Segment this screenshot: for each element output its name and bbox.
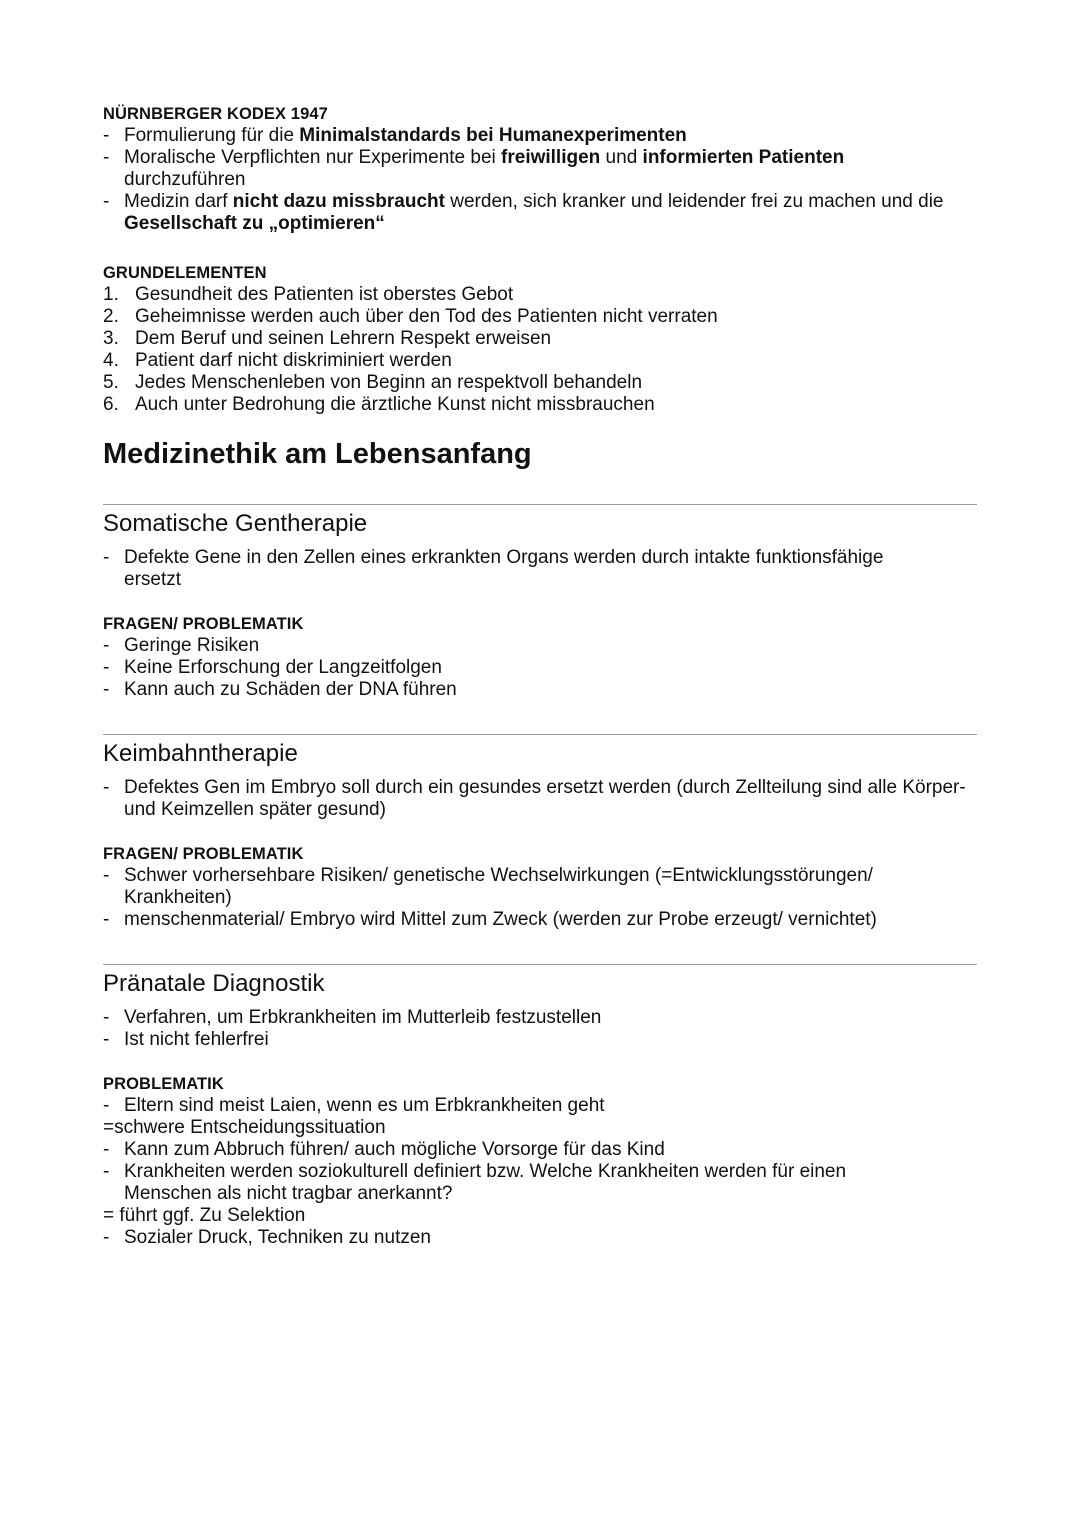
- section-divider: [103, 734, 977, 735]
- list-item: - Schwer vorhersehbare Risiken/ genetische Wechselwirkungen (=Entwicklungsstörungen/ Krankheiten): [103, 865, 873, 908]
- numbered-item: 6. Auch unter Bedrohung die ärztliche Kunst nicht missbrauchen: [103, 394, 655, 415]
- somatisch-section: [103, 509, 977, 591]
- nuernberg-title: NÜRNBERGER KODEX 1947: [103, 105, 328, 123]
- note-line: = führt ggf. Zu Selektion: [103, 1205, 306, 1226]
- section-divider: [103, 504, 977, 505]
- list-item: - Kann zum Abbruch führen/ auch mögliche Vorsorge für das Kind: [103, 1139, 665, 1160]
- list-item: - Geringe Risiken: [103, 635, 260, 656]
- numbered-item: 2. Geheimnisse werden auch über den Tod des Patienten nicht verraten: [103, 306, 718, 327]
- nuernberg-item: - Moralische Verpflichten nur Experimente bei freiwilligen und informierten Patienten durchzuführen: [103, 147, 845, 190]
- list-item: - Sozialer Druck, Techniken zu nutzen: [103, 1227, 431, 1248]
- somatisch-heading: Somatische Gentherapie: [103, 510, 368, 537]
- numbered-item: 4. Patient darf nicht diskriminiert werden: [103, 350, 452, 371]
- problem-label: PROBLEMATIK: [103, 1075, 224, 1093]
- nuernberg-item: - Medizin darf nicht dazu missbraucht werden, sich kranker und leidender frei zu machen und die Gesellschaft zu „optimieren“: [103, 191, 944, 234]
- problem-label: FRAGEN/ PROBLEMATIK: [103, 615, 304, 633]
- grundelemente-title: GRUNDELEMENTEN: [103, 264, 267, 282]
- keimbahn-heading: Keimbahntherapie: [103, 740, 298, 767]
- list-item: - Eltern sind meist Laien, wenn es um Erbkrankheiten geht: [103, 1095, 605, 1116]
- note-line: =schwere Entscheidungssituation: [103, 1117, 386, 1138]
- list-item: - Verfahren, um Erbkrankheiten im Mutterleib festzustellen: [103, 1007, 602, 1028]
- section-divider: [103, 964, 977, 965]
- list-item: - Kann auch zu Schäden der DNA führen: [103, 679, 457, 700]
- praenatal-heading: Pränatale Diagnostik: [103, 970, 325, 997]
- list-item: - menschenmaterial/ Embryo wird Mittel zum Zweck (werden zur Probe erzeugt/ vernichtet): [103, 909, 877, 930]
- keimbahn-section: [103, 739, 977, 821]
- numbered-item: 3. Dem Beruf und seinen Lehrern Respekt erweisen: [103, 328, 552, 349]
- somatisch-problems: [103, 614, 977, 701]
- list-item: - Krankheiten werden soziokulturell definiert bzw. Welche Krankheiten werden für einen Menschen als nicht tragbar anerkannt?: [103, 1161, 847, 1204]
- list-item: - Keine Erforschung der Langzeitfolgen: [103, 657, 442, 678]
- praenatal-section: [103, 969, 977, 1051]
- problem-label: FRAGEN/ PROBLEMATIK: [103, 845, 304, 863]
- list-item: - Defektes Gen im Embryo soll durch ein gesundes ersetzt werden (durch Zellteilung sind alle Körper- und Keimzellen später gesund): [103, 777, 966, 820]
- list-item: - Ist nicht fehlerfrei: [103, 1029, 269, 1050]
- numbered-item: 1. Gesundheit des Patienten ist oberstes Gebot: [103, 284, 514, 305]
- grundelemente-section: [103, 263, 977, 416]
- main-heading: Medizinethik am Lebensanfang: [103, 438, 532, 470]
- nuernberg-section: [103, 104, 977, 235]
- nuernberg-item: - Formulierung für die Minimalstandards bei Humanexperimenten: [103, 125, 687, 146]
- list-item: - Defekte Gene in den Zellen eines erkrankten Organs werden durch intakte funktionsfähige ersetzt: [103, 547, 884, 590]
- praenatal-problems: [103, 1074, 977, 1249]
- keimbahn-problems: [103, 844, 977, 931]
- numbered-item: 5. Jedes Menschenleben von Beginn an respektvoll behandeln: [103, 372, 643, 393]
